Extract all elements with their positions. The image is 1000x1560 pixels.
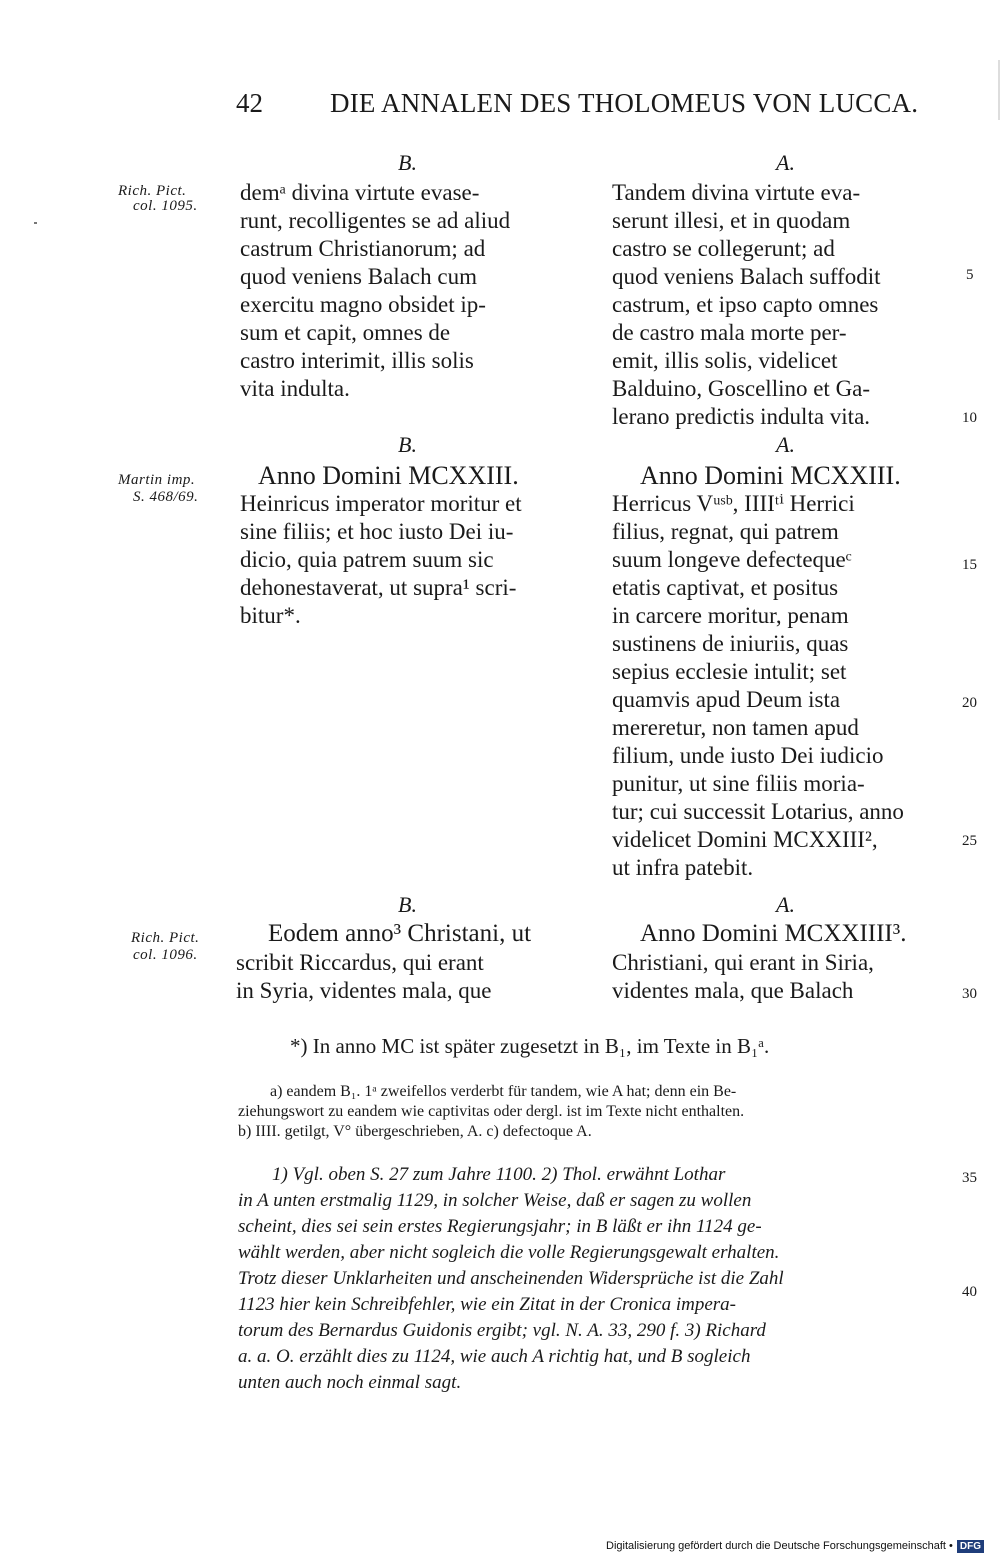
footnote-line: scheint, dies sei sein erstes Regierungsjahr; in B läßt er ihn 1124 ge- [238,1216,762,1237]
column-head-b: B. [398,432,417,457]
footnote-line: in A unten erstmalig 1129, in solcher Weise, daß er sagen zu wollen [238,1190,752,1211]
apparatus-line: b) IIII. getilgt, V° übergeschrieben, A. c) defectoque A. [238,1123,592,1140]
a-line: filium, unde iusto Dei iudicio [612,743,884,768]
a-line: emit, illis solis, videlicet [612,348,838,373]
footnote-line: torum des Bernardus Guidonis ergibt; vgl. N. A. 33, 290 f. 3) Richard [238,1320,766,1341]
a-line: suum longeve defectequeᶜ [612,547,852,572]
b-line: Eodem anno³ Christani, ut [268,920,532,947]
line-number: 40 [962,1284,977,1300]
page-number: 42 [236,88,263,118]
a-line: videlicet Domini MCXXIII², [612,827,878,852]
a-line: videntes mala, que Balach [612,978,854,1003]
b-line: scribit Riccardus, qui erant [236,950,484,975]
margin-note: Martin imp. [118,472,196,488]
a-line: Anno Domini MCXXIIII³. [640,920,907,947]
credit-text: Digitalisierung gefördert durch die Deutsche Forschungsgemeinschaft • [606,1540,953,1552]
b-line: dehonestaverat, ut supra¹ scri- [240,575,517,600]
a-line: de castro mala morte per- [612,320,847,345]
footnote-line: wählt werden, aber nicht sogleich die volle Regierungsgewalt erhalten. [238,1242,780,1263]
a-line: etatis captivat, et positus [612,575,839,600]
column-head-a: A. [776,432,795,457]
line-number: 10 [962,410,977,426]
line-number: 15 [962,557,977,573]
line-number: 35 [962,1170,977,1186]
b-line: runt, recolligentes se ad aliud [240,208,511,233]
a-line: filius, regnat, qui patrem [612,519,839,544]
line-number: 20 [962,695,977,711]
a-line: tur; cui successit Lotarius, anno [612,799,904,824]
asterisk-note: *) In anno MC ist später zugesetzt in B₁, im Texte in B₁ᵃ. [290,1034,770,1058]
b-line: quod veniens Balach cum [240,264,477,289]
a-line: Anno Domini MCXXIII. [640,461,901,490]
a-line: Herricus Vᵘˢᵇ, IIIIᵗⁱ Herrici [612,491,855,516]
b-line: Anno Domini MCXXIII. [258,461,519,490]
a-line: Balduino, Goscellino et Ga- [612,376,871,401]
apparatus-line: ziehungswort zu eandem wie captivitas oder dergl. ist im Texte nicht enthalten. [238,1103,745,1120]
b-line: sum et capit, omnes de [240,320,451,345]
scan-speck [34,222,37,224]
line-number: 30 [962,986,977,1002]
footnote-line: a. a. O. erzählt dies zu 1124, wie auch A richtig hat, und B sogleich [238,1346,751,1367]
b-line: castro interimit, illis solis [240,348,474,373]
a-line: mereretur, non tamen apud [612,715,859,740]
b-line: exercitu magno obsidet ip- [240,292,486,317]
b-line: vita indulta. [240,376,350,401]
footnote-line: unten auch noch einmal sagt. [238,1372,462,1393]
a-line: in carcere moritur, penam [612,603,849,628]
b-line: Heinricus imperator moritur et [240,491,522,516]
margin-note: Rich. Pict. [118,183,187,199]
a-line: castrum, et ipso capto omnes [612,292,879,317]
a-line: castro se collegerunt; ad [612,236,835,261]
margin-note: col. 1096. [133,947,198,963]
a-line: serunt illesi, et in quodam [612,208,851,233]
b-line: bitur*. [240,603,301,628]
margin-note: S. 468/69. [133,489,199,505]
a-line: quamvis apud Deum ista [612,687,841,712]
line-number: 5 [966,267,974,283]
dfg-logo-icon: DFG [957,1540,984,1553]
column-head-a: A. [776,892,795,917]
a-line: Christiani, qui erant in Siria, [612,950,874,975]
a-line: sustinens de iniuriis, quas [612,631,849,656]
a-line: quod veniens Balach suffodit [612,264,881,289]
b-line: dicio, quia patrem suum sic [240,547,494,572]
b-line: demᵃ divina virtute evase- [240,180,480,205]
apparatus-line: a) eandem B₁. 1ᵃ zweifellos verderbt für tandem, wie A hat; denn ein Be- [270,1083,737,1100]
digitization-credit [606,1540,984,1553]
footnote-line: 1123 hier kein Schreibfehler, wie ein Zitat in der Cronica impera- [238,1294,736,1315]
b-line: in Syria, videntes mala, que [236,978,492,1003]
column-head-b: B. [398,150,417,175]
a-line: ut infra patebit. [612,855,754,880]
a-line: Tandem divina virtute eva- [612,180,861,205]
a-line: sepius ecclesie intulit; set [612,659,847,684]
margin-note: Rich. Pict. [131,930,200,946]
column-head-b: B. [398,892,417,917]
b-line: sine filiis; et hoc iusto Dei iu- [240,519,514,544]
a-line: punitur, ut sine filiis moria- [612,771,865,796]
running-title: DIE ANNALEN DES THOLOMEUS VON LUCCA. [330,88,919,118]
a-line: lerano predictis indulta vita. [612,404,871,429]
b-line: castrum Christianorum; ad [240,236,486,261]
line-number: 25 [962,833,977,849]
column-head-a: A. [776,150,795,175]
footnote-line: 1) Vgl. oben S. 27 zum Jahre 1100. 2) Thol. erwähnt Lothar [272,1164,726,1185]
footnote-line: Trotz dieser Unklarheiten und anscheinenden Widersprüche ist die Zahl [238,1268,784,1289]
margin-note: col. 1095. [133,198,198,214]
